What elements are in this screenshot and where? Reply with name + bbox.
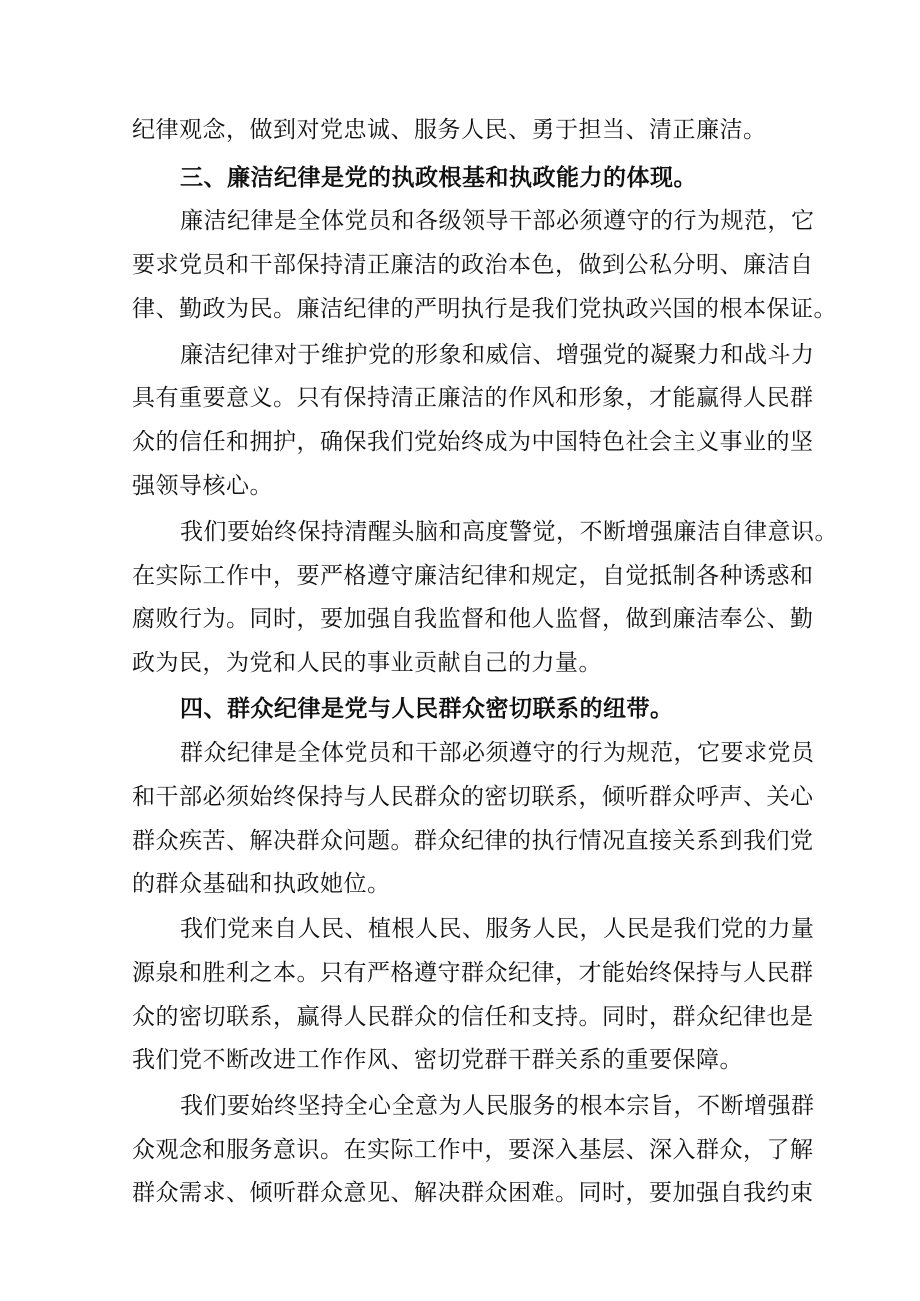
text-line: 众的密切联系，赢得人民群众的信任和支持。同时，群众纪律也是 xyxy=(132,1004,814,1030)
section-heading: 四、群众纪律是党与人民群众密切联系的纽带。 xyxy=(180,696,674,722)
text-line: 群众纪律是全体党员和干部必须遵守的行为规范，它要求党员 xyxy=(180,740,815,766)
text-line: 廉洁纪律是全体党员和各级领导干部必须遵守的行为规范，它 xyxy=(180,208,815,234)
section-heading: 三、廉洁纪律是党的执政根基和执政能力的体现。 xyxy=(180,165,697,191)
text-line: 政为民，为党和人民的事业贡献自己的力量。 xyxy=(132,650,602,676)
text-line: 群众疾苦、解决群众问题。群众纪律的执行情况直接关系到我们党 xyxy=(132,828,814,854)
text-line: 廉洁纪律对于维护党的形象和威信、增强党的凝聚力和战斗力 xyxy=(180,342,815,368)
text-line: 源泉和胜利之本。只有严格遵守群众纪律，才能始终保持与人民群 xyxy=(132,960,814,986)
text-line: 的群众基础和执政她位。 xyxy=(132,871,391,897)
text-line: 在实际工作中，要严格遵守廉洁纪律和规定，自觉抵制各种诱惑和 xyxy=(132,563,814,589)
text-line: 律、勤政为民。廉洁纪律的严明执行是我们党执政兴国的根本保证。 xyxy=(132,296,837,322)
text-line: 我们要始终保持清醒头脑和高度警觉，不断增强廉洁自律意识。 xyxy=(180,519,838,545)
text-line: 和干部必须始终保持与人民群众的密切联系，倾听群众呼声、关心 xyxy=(132,784,814,810)
text-line: 强领导核心。 xyxy=(132,473,273,499)
text-line: 我们党来自人民、植根人民、服务人民，人民是我们党的力量 xyxy=(180,916,815,942)
text-line: 我们要始终坚持全心全意为人民服务的根本宗旨，不断增强群 xyxy=(180,1093,815,1119)
text-line: 纪律观念，做到对党忠诚、服务人民、勇于担当、清正廉洁。 xyxy=(132,117,767,143)
text-line: 我们党不断改进工作作风、密切党群干群关系的重要保障。 xyxy=(132,1047,743,1073)
text-line: 群众需求、倾听群众意见、解决群众困难。同时，要加强自我约束 xyxy=(132,1180,814,1206)
text-line: 众的信任和拥护，确保我们党始终成为中国特色社会主义事业的坚 xyxy=(132,429,814,455)
text-line: 众观念和服务意识。在实际工作中，要深入基层、深入群众，了解 xyxy=(132,1137,814,1163)
text-line: 要求党员和干部保持清正廉洁的政治本色，做到公私分明、廉洁自 xyxy=(132,252,814,278)
text-line: 具有重要意义。只有保持清正廉洁的作风和形象，才能赢得人民群 xyxy=(132,385,814,411)
text-line: 腐败行为。同时，要加强自我监督和他人监督，做到廉洁奉公、勤 xyxy=(132,606,814,632)
